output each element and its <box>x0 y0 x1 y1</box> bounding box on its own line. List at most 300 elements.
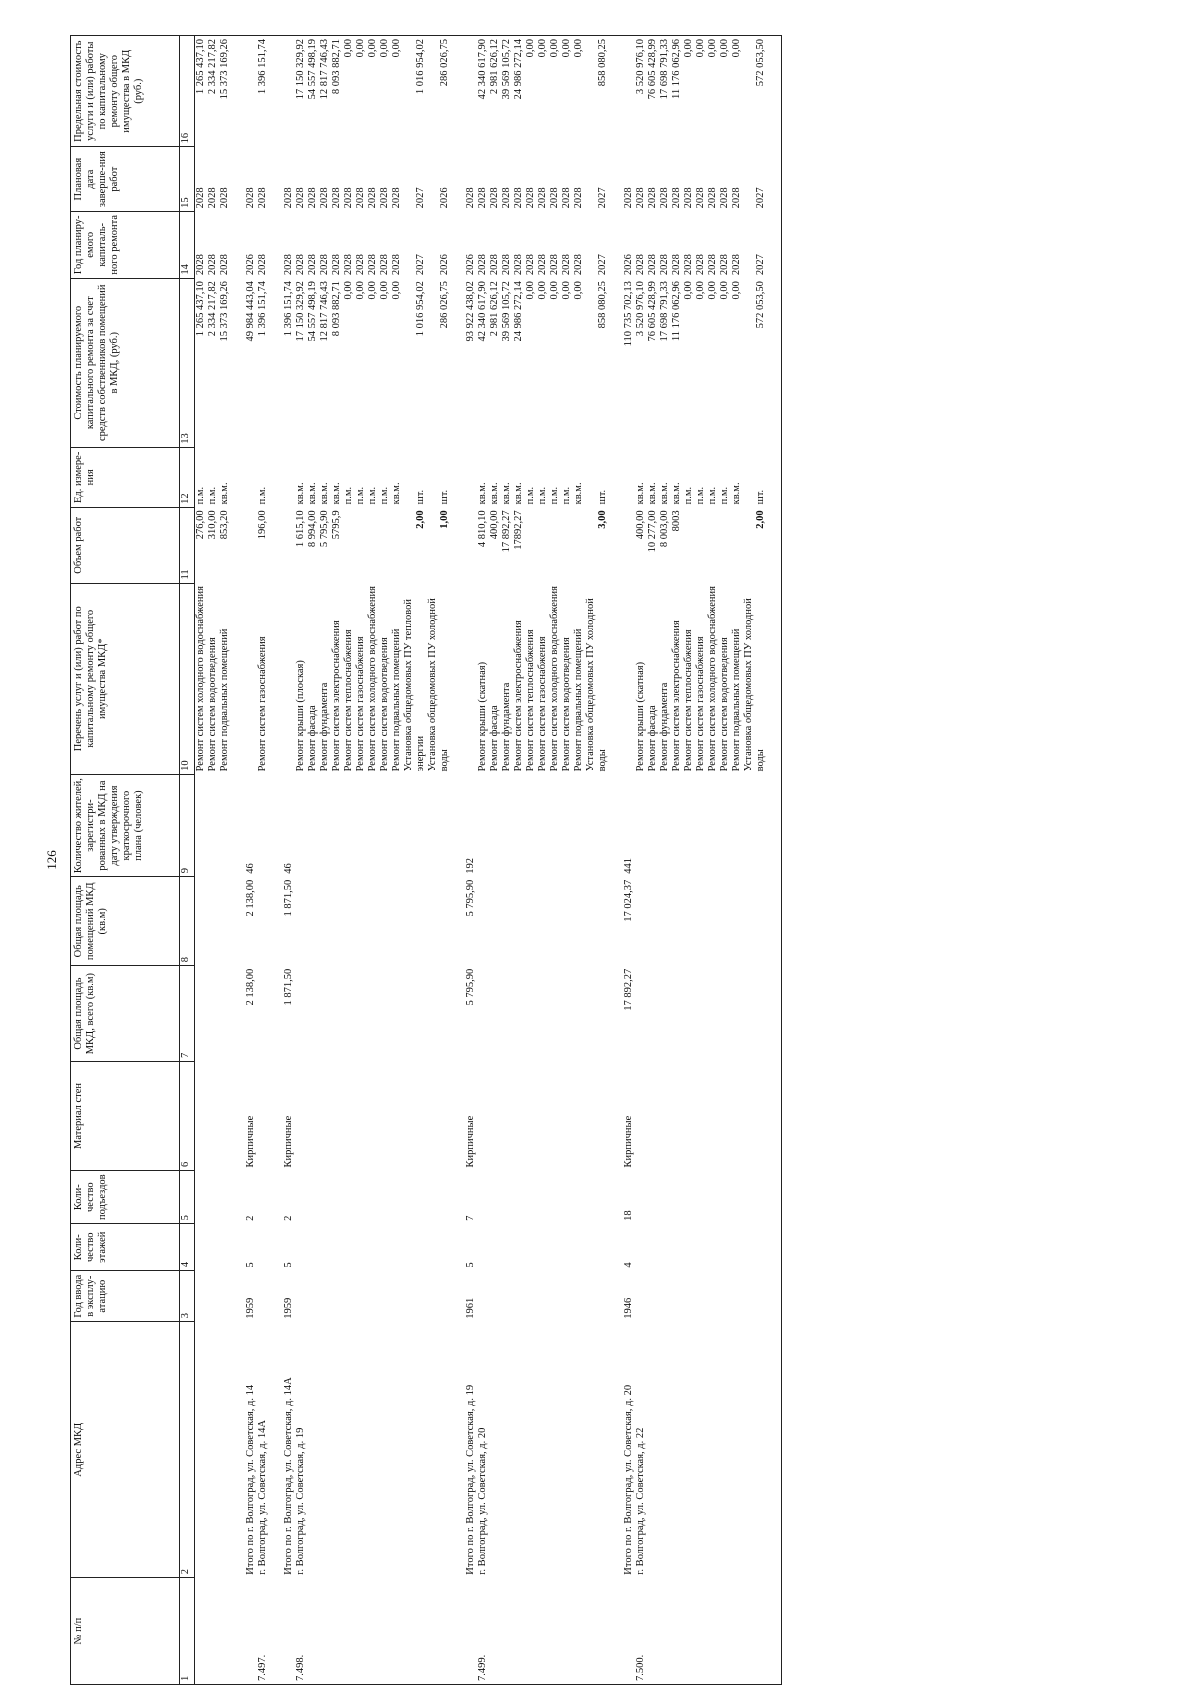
column-number: 14 <box>180 211 195 278</box>
column-header: Год ввода в эксплу-атацию <box>71 1271 180 1322</box>
cell-line: 858 080,25 <box>597 39 608 87</box>
cell-line: 54 557 498,19 <box>307 281 318 342</box>
cell-line: 2028 <box>549 187 560 209</box>
table-row <box>635 36 782 1685</box>
cell-line: кв.м. <box>671 482 682 505</box>
cell-line: 1 265 437,10 <box>195 281 206 337</box>
table-cell: 5 795,90 <box>465 879 476 917</box>
cell-line: кв.м. <box>731 482 742 505</box>
table-cell: 2 138,00 <box>245 879 256 917</box>
cell-line: 0,00 <box>695 281 706 300</box>
table-cell <box>283 211 295 278</box>
cell-line: 2028 <box>307 254 318 276</box>
cell-line: 1 016 954,02 <box>415 39 426 95</box>
cell-line: 2027 <box>597 254 608 276</box>
cell-line: 2028 <box>489 254 500 276</box>
cell-line: п.м. <box>719 486 730 505</box>
cell-line: 0,00 <box>379 39 390 58</box>
table-cell <box>295 966 465 1062</box>
cell-line: 1 016 954,02 <box>415 281 426 337</box>
cell-line: 0,00 <box>573 39 584 58</box>
cell-line: 310,00 <box>207 510 218 540</box>
table-cell <box>283 1578 295 1685</box>
cell-line: Ремонт систем холодного водоснабжения <box>707 586 718 772</box>
cell-line: 2028 <box>671 187 682 209</box>
cell-line: 0,00 <box>549 281 560 300</box>
table-cell: 7.497. <box>257 1578 283 1685</box>
table-cell <box>623 278 635 447</box>
table-cell <box>623 147 635 212</box>
table-cell <box>465 147 477 212</box>
table-cell: г. Волгоград, ул. Советская, д. 19 <box>295 1427 306 1575</box>
cell-line: 93 922 438,02 <box>465 281 476 342</box>
cell-line: 2,00 <box>415 510 426 529</box>
table-cell <box>295 1271 465 1322</box>
cell-line <box>549 510 561 580</box>
table-cell: Итого по г. Волгоград, ул. Советская, д. 19 <box>465 1384 476 1575</box>
table-cell: г. Волгоград, ул. Советская, д. 14А <box>257 1420 268 1575</box>
table-cell <box>257 1170 283 1223</box>
cell-line: 4 810,10 <box>477 510 488 548</box>
table-row <box>195 36 246 1685</box>
cell-line: 76 605 428,99 <box>647 281 658 342</box>
table-cell: 7.498. <box>295 1578 465 1685</box>
cell-line: п.м. <box>257 486 268 505</box>
table-cell: 7.500. <box>635 1578 782 1685</box>
cell-line: 3 520 976,10 <box>635 281 646 337</box>
table-cell <box>635 1271 782 1322</box>
table-cell <box>245 447 257 507</box>
table-cell: 46 <box>283 863 294 874</box>
cell-line: 2028 <box>719 254 730 276</box>
cell-line: Ремонт систем водоотведения <box>207 637 218 772</box>
cell-line: 76 605 428,99 <box>647 39 658 100</box>
cell-line: 2028 <box>367 187 378 209</box>
cell-line: п.м. <box>683 486 694 505</box>
cell-line: 8003 <box>671 510 682 532</box>
cell-line: 11 176 062,96 <box>671 39 682 99</box>
cell-line: 39 569 105,72 <box>501 39 512 100</box>
cell-line: 2028 <box>671 254 682 276</box>
cell-line: Ремонт систем газоснабжения <box>257 636 268 772</box>
cell-line: 2027 <box>755 187 766 209</box>
cell-line: кв.м. <box>573 482 584 505</box>
cell-line: Ремонт фундамента <box>659 682 670 772</box>
cell-line: 2 981 626,12 <box>489 39 500 95</box>
table-cell <box>257 1271 283 1322</box>
table-cell <box>635 1061 782 1170</box>
cell-line: 0,00 <box>707 39 718 58</box>
cell-line: 8 093 882,71 <box>331 281 342 337</box>
table-cell <box>295 1061 465 1170</box>
cell-line: 2028 <box>501 187 512 209</box>
cell-line: 2028 <box>659 187 670 209</box>
cell-line: 0,00 <box>731 39 742 58</box>
column-number: 3 <box>180 1271 195 1322</box>
cell-line: Ремонт фундамента <box>319 682 330 772</box>
cell-line: 2026 <box>439 187 450 209</box>
cell-line: шт. <box>755 489 766 505</box>
cell-line: 42 340 617,90 <box>477 39 488 100</box>
cell-line: 2028 <box>477 254 488 276</box>
column-number: 5 <box>180 1170 195 1223</box>
cell-line: 2028 <box>573 187 584 209</box>
cell-line: Ремонт крыши (скатная) <box>635 661 646 772</box>
cell-line: 2028 <box>331 254 342 276</box>
cell-line: 12 817 746,43 <box>319 281 330 342</box>
cell-line: 0,00 <box>355 281 366 300</box>
cell-line: Установка общедомовых ПУ холодной воды <box>427 598 450 772</box>
table-cell <box>295 877 465 966</box>
cell-line: 2028 <box>537 187 548 209</box>
cell-line: Ремонт подвальных помещений <box>573 628 584 772</box>
table-cell: 441 <box>623 858 634 874</box>
table-cell: 192 <box>465 858 476 874</box>
table-cell <box>477 1271 623 1322</box>
table-cell <box>465 1578 477 1685</box>
cell-line: 2028 <box>355 254 366 276</box>
cell-line: Ремонт крыши (скатная) <box>477 661 488 772</box>
table-cell <box>635 507 782 583</box>
cell-line: 2 334 217,82 <box>207 39 218 95</box>
cell-line: 0,00 <box>683 281 694 300</box>
cell-line <box>391 510 403 580</box>
column-header: Плановая дата заверше-ния работ <box>71 147 180 212</box>
table-cell <box>283 36 295 147</box>
cell-line: Ремонт систем газоснабжения <box>355 636 366 772</box>
table-cell <box>257 774 283 876</box>
column-number: 7 <box>180 966 195 1062</box>
column-number: 9 <box>180 774 195 876</box>
cell-line: Ремонт систем теплоснабжения <box>343 629 354 772</box>
cell-line: 2028 <box>391 187 402 209</box>
column-header: Объем работ <box>71 507 180 583</box>
cell-line: 17 892,27 <box>501 510 512 553</box>
table-cell <box>295 36 465 147</box>
table-cell <box>635 774 782 876</box>
table-cell <box>257 507 283 583</box>
cell-line: 0,00 <box>391 39 402 58</box>
table-cell <box>283 583 295 774</box>
cell-line: кв.м. <box>635 482 646 505</box>
cell-line: 2028 <box>379 187 390 209</box>
table-cell <box>195 1170 246 1223</box>
column-number: 6 <box>180 1061 195 1170</box>
table-cell <box>477 1061 623 1170</box>
cell-line: п.м. <box>707 486 718 505</box>
column-number: 1 <box>180 1578 195 1685</box>
table-cell <box>195 1271 246 1322</box>
table-cell <box>635 966 782 1062</box>
cell-line: 49 984 443,04 <box>245 281 256 342</box>
cell-line: 2026 <box>465 254 476 276</box>
cell-line <box>683 510 695 580</box>
cell-line: 2028 <box>283 187 294 209</box>
cell-line: 2028 <box>319 254 330 276</box>
table-cell <box>245 211 257 278</box>
cell-line: 17892,27 <box>513 510 524 550</box>
cell-line: 0,00 <box>355 39 366 58</box>
cell-line: 1 396 151,74 <box>257 281 268 337</box>
cell-line: 2028 <box>513 187 524 209</box>
column-number: 10 <box>180 583 195 774</box>
table-cell <box>635 278 782 447</box>
table-cell <box>195 507 246 583</box>
table-cell: 46 <box>245 863 256 874</box>
cell-line: 0,00 <box>525 39 536 58</box>
cell-line: 0,00 <box>391 281 402 300</box>
table-cell: 4 <box>623 1262 634 1268</box>
table-cell: Итого по г. Волгоград, ул. Советская, д. 14А <box>283 1377 294 1575</box>
cell-line: 2028 <box>343 187 354 209</box>
cell-line: 2028 <box>257 187 268 209</box>
table-cell: г. Волгоград, ул. Советская, д. 20 <box>477 1427 488 1575</box>
cell-line: п.м. <box>379 486 390 505</box>
cell-line: 400,00 <box>635 510 646 540</box>
cell-line: кв.м. <box>501 482 512 505</box>
cell-line <box>343 510 355 580</box>
table-cell <box>283 147 295 212</box>
cell-line: 2028 <box>319 187 330 209</box>
cell-line: Ремонт крыши (плоская) <box>295 660 306 772</box>
column-header: Предельная стоимость услуги и (или) работы по капитальному ремонту общего имущества в МКД (руб.) <box>71 36 180 147</box>
cell-line: 2028 <box>707 187 718 209</box>
table-cell <box>465 583 477 774</box>
cell-line: 2028 <box>283 254 294 276</box>
cell-line: 2027 <box>415 254 426 276</box>
cell-line: Установка общедомовых ПУ холодной воды <box>585 598 608 772</box>
table-cell <box>635 583 782 774</box>
cell-line: п.м. <box>525 486 536 505</box>
table-cell <box>635 1170 782 1223</box>
cell-line: кв.м. <box>307 482 318 505</box>
table-cell <box>257 447 283 507</box>
table-cell <box>623 1578 635 1685</box>
cell-line <box>367 510 379 580</box>
table-cell <box>623 36 635 147</box>
table-cell <box>477 147 623 212</box>
column-number: 13 <box>180 278 195 447</box>
table-cell: 1959 <box>283 1297 294 1319</box>
cell-line: 0,00 <box>695 39 706 58</box>
cell-line: 853,20 <box>219 510 230 540</box>
column-header: Ед. измере-ния <box>71 447 180 507</box>
column-header: Адрес МКД <box>71 1322 180 1578</box>
table-cell <box>635 447 782 507</box>
cell-line: 2028 <box>647 187 658 209</box>
cell-line: 2028 <box>561 187 572 209</box>
cell-line: 0,00 <box>343 39 354 58</box>
cell-line: 0,00 <box>707 281 718 300</box>
table-cell <box>245 36 257 147</box>
cell-line: Ремонт систем теплоснабжения <box>525 629 536 772</box>
table-cell <box>195 1322 246 1578</box>
cell-line: п.м. <box>537 486 548 505</box>
table-cell <box>195 1224 246 1271</box>
cell-line: 2028 <box>367 254 378 276</box>
cell-line: 196,00 <box>257 510 268 540</box>
table-cell <box>477 36 623 147</box>
column-number: 15 <box>180 147 195 212</box>
table-cell <box>295 278 465 447</box>
table-cell <box>283 447 295 507</box>
cell-line: 54 557 498,19 <box>307 39 318 100</box>
table-cell: Кирпичные <box>245 1115 256 1168</box>
cell-line: 858 080,25 <box>597 281 608 329</box>
table-row <box>295 36 465 1685</box>
table-cell <box>623 583 635 774</box>
cell-line: 17 698 791,33 <box>659 281 670 342</box>
cell-line: 5795,9 <box>331 510 342 540</box>
cell-line: 2027 <box>755 254 766 276</box>
table-cell: г. Волгоград, ул. Советская, д. 22 <box>635 1322 782 1578</box>
cell-line: 3 520 976,10 <box>635 39 646 95</box>
cell-line: 1 396 151,74 <box>257 39 268 95</box>
table-cell: 5 <box>283 1262 294 1268</box>
table-cell: 17 024,37 <box>623 879 634 922</box>
cell-line: 2028 <box>537 254 548 276</box>
cell-line: 2028 <box>391 254 402 276</box>
table-cell <box>477 278 623 447</box>
table-cell: 2 138,00 <box>245 968 256 1006</box>
cell-line: 2028 <box>477 187 488 209</box>
cell-line: Ремонт систем электроснабжения <box>331 620 342 772</box>
column-header: Общая площадь МКД, всего (кв.м) <box>71 966 180 1062</box>
cell-line: 0,00 <box>683 39 694 58</box>
cell-line: 2028 <box>719 187 730 209</box>
cell-line <box>731 510 743 580</box>
cell-line: Ремонт систем холодного водоснабжения <box>367 586 378 772</box>
table-cell: Кирпичные <box>465 1115 476 1168</box>
table-cell <box>295 507 465 583</box>
cell-line: 286 026,75 <box>439 39 450 87</box>
cell-line: 12 817 746,43 <box>319 39 330 100</box>
column-header: Перечень услуг и (или) работ по капитальному ремонту общего имущества МКД* <box>71 583 180 774</box>
table-cell: Итого по г. Волгоград, ул. Советская, д. 20 <box>623 1384 634 1575</box>
table-cell: Кирпичные <box>623 1115 634 1168</box>
cell-line: Ремонт систем холодного водоснабжения <box>195 586 206 772</box>
cell-line: 0,00 <box>367 39 378 58</box>
cell-line: 276,00 <box>195 510 206 540</box>
cell-line: Ремонт систем водоотведения <box>719 637 730 772</box>
cell-line: 2,00 <box>755 510 766 529</box>
cell-line: Ремонт систем электроснабжения <box>671 620 682 772</box>
cell-line: 2028 <box>501 254 512 276</box>
cell-line: 572 053,50 <box>755 281 766 329</box>
table-cell <box>195 147 246 212</box>
table-cell <box>195 1578 246 1685</box>
table-cell <box>195 877 246 966</box>
table-cell <box>623 447 635 507</box>
cell-line: 2028 <box>635 187 646 209</box>
cell-line: п.м. <box>561 486 572 505</box>
cell-line: 2028 <box>731 187 742 209</box>
table-cell <box>477 211 623 278</box>
cell-line: 2028 <box>465 187 476 209</box>
cell-line: 0,00 <box>367 281 378 300</box>
table-cell <box>245 583 257 774</box>
cell-line: Ремонт систем холодного водоснабжения <box>549 586 560 772</box>
cell-line: 286 026,75 <box>439 281 450 329</box>
cell-line: Ремонт систем водоотведения <box>561 637 572 772</box>
cell-line <box>707 510 719 580</box>
cell-line: 10 277,00 <box>647 510 658 553</box>
cell-line: шт. <box>597 489 608 505</box>
table-cell: 1 871,50 <box>283 879 294 917</box>
cell-line: 8 994,00 <box>307 510 318 548</box>
cell-line: Ремонт систем газоснабжения <box>537 636 548 772</box>
table-cell: 5 795,90 <box>465 968 476 1006</box>
table-cell: 1961 <box>465 1297 476 1319</box>
column-number: 8 <box>180 877 195 966</box>
table-cell <box>195 278 246 447</box>
cell-line <box>525 510 537 580</box>
table-cell <box>477 774 623 876</box>
table-cell <box>257 278 283 447</box>
cell-line: 2 981 626,12 <box>489 281 500 337</box>
column-header: Количество жителей, зарегистри-рованных в МКД на дату утверждения краткосрочного плана (человек) <box>71 774 180 876</box>
cell-line: 2028 <box>207 254 218 276</box>
cell-line: Ремонт систем теплоснабжения <box>683 629 694 772</box>
cell-line: 2028 <box>513 254 524 276</box>
cell-line: 0,00 <box>525 281 536 300</box>
cell-line: 2028 <box>683 187 694 209</box>
cell-line: кв.м. <box>331 482 342 505</box>
table-cell <box>257 1224 283 1271</box>
cell-line: Ремонт подвальных помещений <box>219 628 230 772</box>
page-number: 126 <box>44 850 59 870</box>
table-cell <box>465 507 477 583</box>
table-cell <box>257 211 283 278</box>
table-cell <box>257 36 283 147</box>
table-cell <box>283 507 295 583</box>
table-cell <box>245 507 257 583</box>
table-cell <box>295 1224 465 1271</box>
table-cell <box>295 583 465 774</box>
cell-line <box>537 510 549 580</box>
table-cell: Итого по г. Волгоград, ул. Советская, д. 14 <box>245 1384 256 1575</box>
cell-line: 110 735 702,13 <box>623 281 634 347</box>
cell-line: п.м. <box>695 486 706 505</box>
cell-line: п.м. <box>549 486 560 505</box>
cell-line: 2028 <box>343 254 354 276</box>
table-cell <box>257 583 283 774</box>
table-body <box>195 36 782 1685</box>
cell-line: 11 176 062,96 <box>671 281 682 342</box>
table-cell <box>477 877 623 966</box>
cell-line: кв.м. <box>295 482 306 505</box>
cell-line: 2028 <box>257 254 268 276</box>
table-cell <box>245 278 257 447</box>
table-cell <box>295 774 465 876</box>
cell-line: 39 569 105,72 <box>501 281 512 342</box>
cell-line: 24 986 272,14 <box>513 39 524 100</box>
column-header: Год планиру-емого капиталь-ного ремонта <box>71 211 180 278</box>
cell-line: 2028 <box>379 254 390 276</box>
table-cell <box>295 147 465 212</box>
table-cell <box>257 147 283 212</box>
cell-line: 2028 <box>695 187 706 209</box>
table-cell: 5 <box>465 1262 476 1268</box>
table-cell <box>295 211 465 278</box>
cell-line: Ремонт систем газоснабжения <box>695 636 706 772</box>
cell-line: 2028 <box>683 254 694 276</box>
cell-line: 2027 <box>597 187 608 209</box>
table-cell <box>477 1170 623 1223</box>
cell-line: 24 986 272,14 <box>513 281 524 342</box>
cell-line: п.м. <box>195 486 206 505</box>
column-header: Материал стен <box>71 1061 180 1170</box>
